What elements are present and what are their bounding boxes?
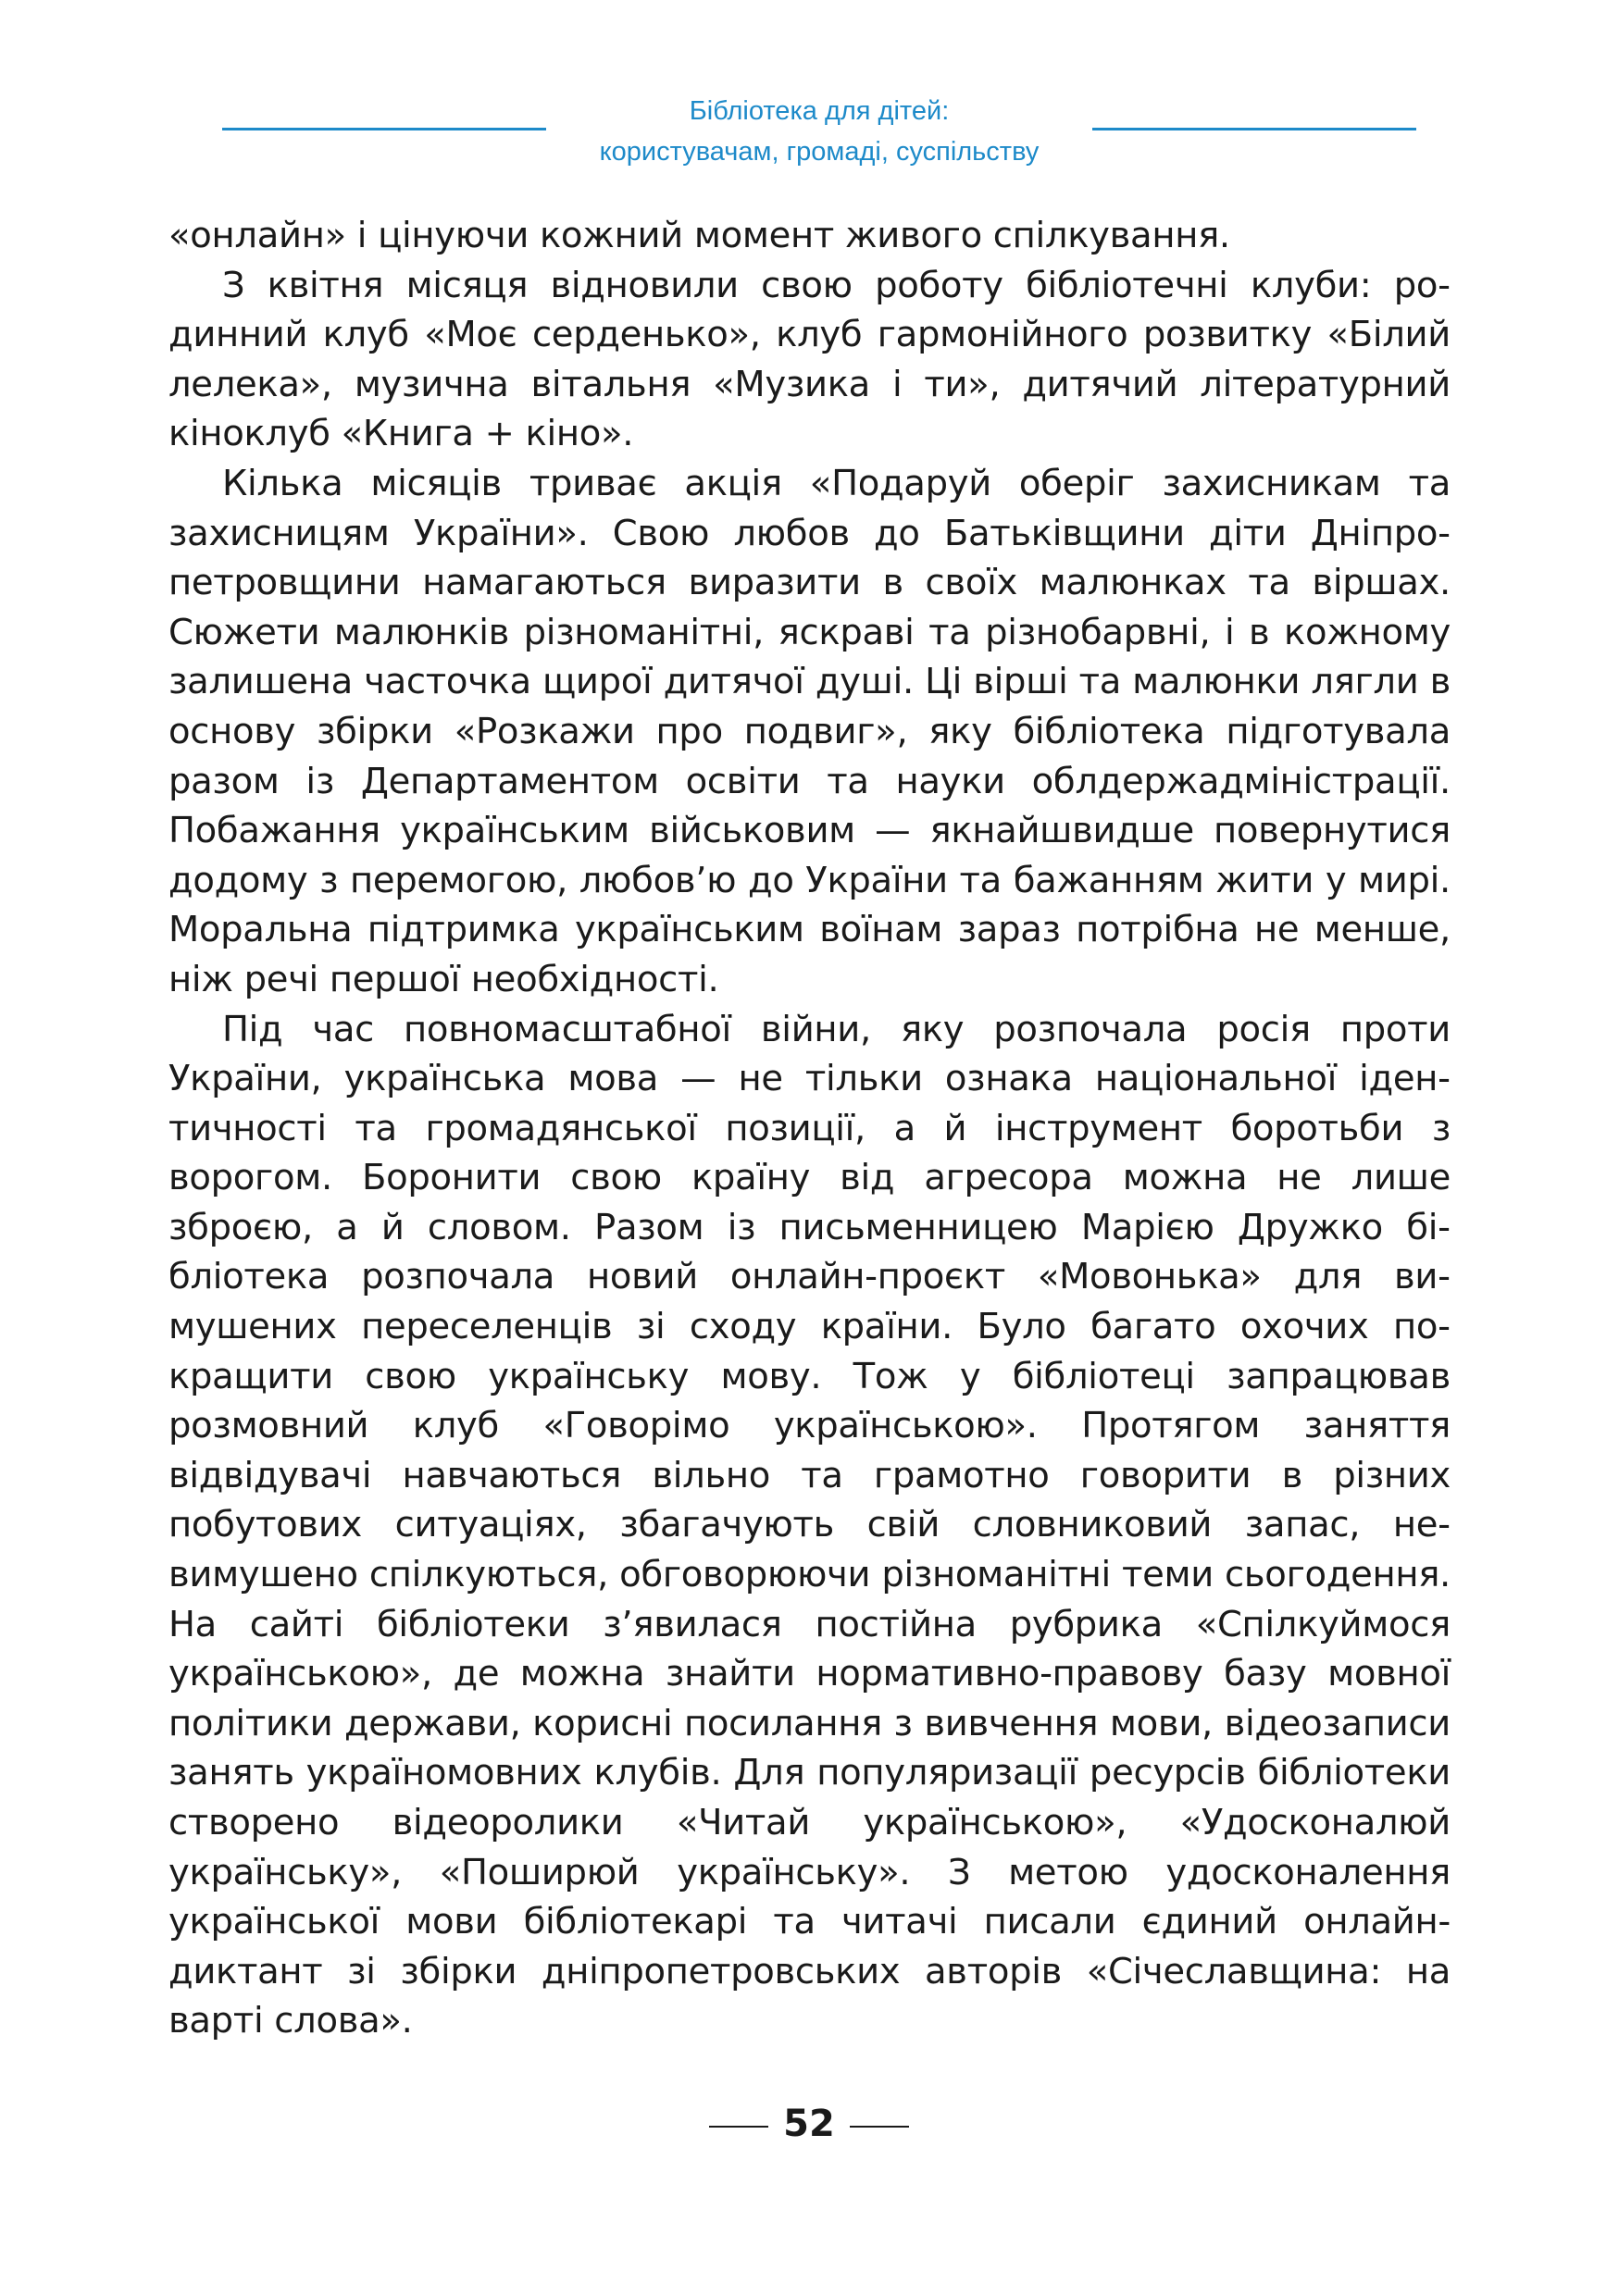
paragraph-continued: «онлайн» і цінуючи кожний момент живого спілкування.: [168, 215, 1230, 256]
footer-rule-right: [850, 2126, 909, 2128]
body-text: [168, 211, 1451, 2046]
page-number: 52: [783, 2103, 835, 2145]
footer-rule-left: [709, 2126, 768, 2128]
paragraph-amulet-campaign: Кілька місяців триває акція «Подаруй оберіг захисникам та захисницям України». Свою любов до Батьківщини діти Дніпропетровщини намагаються виразити в своїх малюнках та віршах. Сюжети малюнків різноманітні, яскраві та різнобарвні, і в кожному залишена часточка щирої дитячої душі. Ці вірші та малюнки лягли в основу збірки «Розкажи про подвиг», яку бібліотека підготувала разом із Департаментом освіти та науки облдержадміністрації. Побажання українським військовим — якнайшвидше повернутися додому з перемогою, любов’ю до України та бажанням жити у мирі. Моральна підтримка українським воїнам зараз потрібна не менше, ніж речі першої необхідності.: [168, 462, 1451, 1000]
paragraph-library-clubs: З квітня місяця відновили свою роботу бібліотечні клуби: родинний клуб «Моє серденько», клуб гармонійного розвитку «Білий лелека», музична вітальня «Музика і ти», дитячий літературний кіноклуб «Книга + кіно».: [168, 264, 1451, 455]
running-header: [0, 81, 1619, 174]
header-rule-right: [1092, 128, 1416, 130]
header-rule-left: [222, 128, 546, 130]
running-header-title: [546, 91, 1092, 172]
running-header-line-2: користувачам, громаді, суспільству: [599, 137, 1040, 167]
paragraph-ukrainian-language: Під час повномасштабної війни, яку розпочала росія проти України, українська мова — не тільки ознака національної ідентичності та громадянської позиції, а й інструмент боротьби з ворогом. Боронити свою країну від агресора можна не лише зброєю, а й словом. Разом із письменницею Марією Дружко бібліотека розпочала новий онлайн-проєкт «Мовонька» для вимушених переселенців зі сходу країни. Було багато охочих покращити свою українську мову. Тож у бібліотеці запрацював розмовний клуб «Говорімо українською». Протягом заняття відвідувачі навчаються вільно та грамотно говорити в різних побутових ситуаціях, збагачують свій словниковий запас, невимушено спілкуються, обговорюючи різноманітні теми сьогодення. На сайті бібліотеки з’явилася постійна рубрика «Спілкуймося українською», де можна знайти нормативно-правову базу мовної політики держави, корисні посилання з вивчення мови, відеозаписи занять україномовних клубів. Для популяризації ресурсів бібліотеки створено відеоролики «Читай українською», «Удосконалюй українську», «Поширюй українську». З метою удосконалення української мови бібліотекарі та читачі писали єдиний онлайн-диктант зі збірки дніпропетровських авторів «Січеславщина: на варті слова».: [168, 1008, 1451, 2042]
running-header-line-1: Бібліотека для дітей:: [689, 96, 950, 126]
page-footer: [0, 2096, 1619, 2152]
